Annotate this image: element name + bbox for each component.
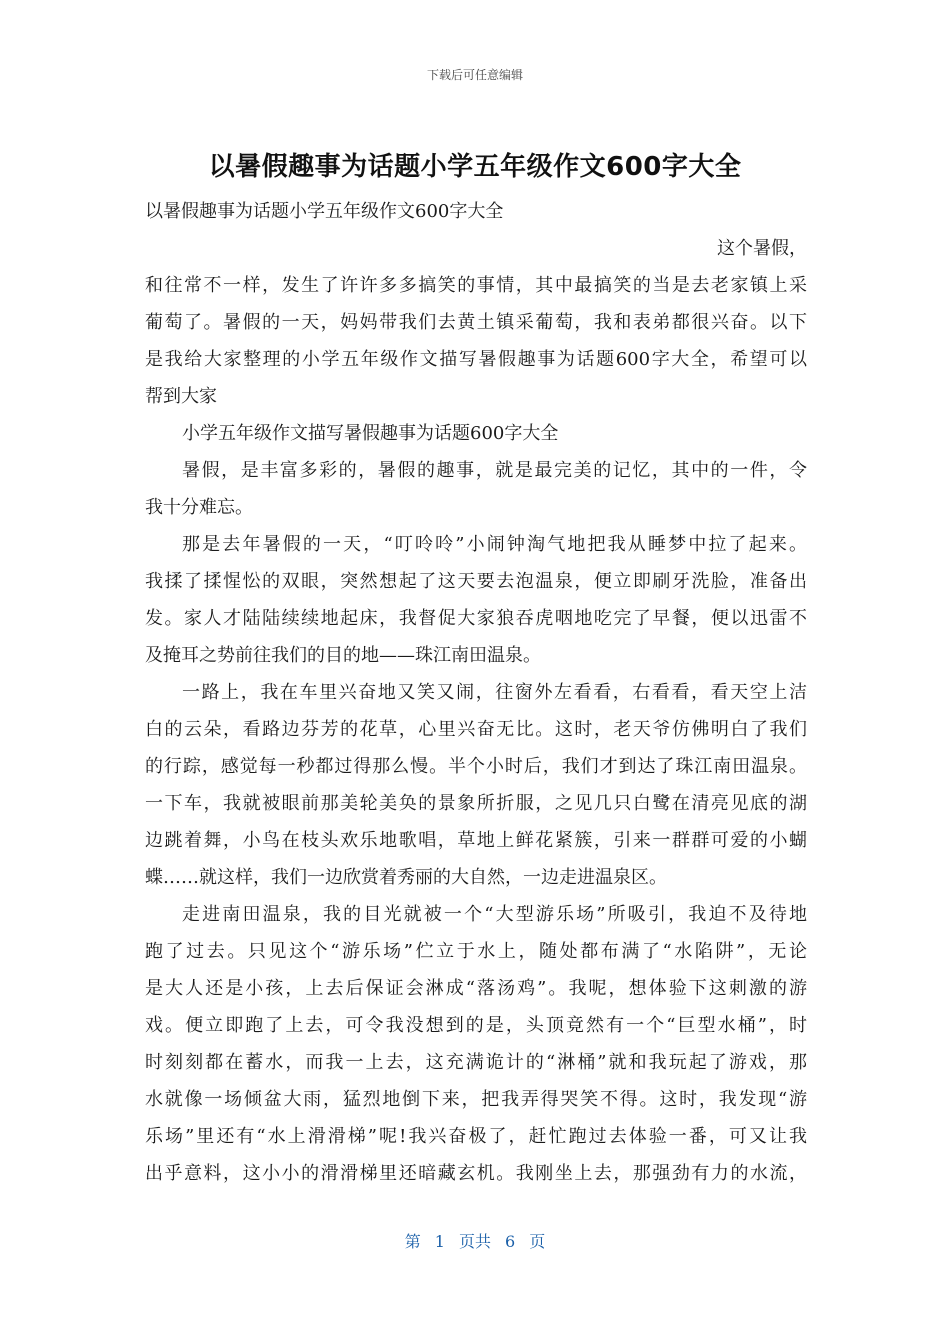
body-line: 蝶……就这样，我们一边欣赏着秀丽的大自然，一边走进温泉区。 [145,867,667,888]
body-line: 白的云朵，看路边芬芳的花草，心里兴奋无比。这时，老天爷仿佛明白了我们 [145,719,807,740]
header-note: 下载后可任意编辑 [426,68,523,82]
body-line: 水就像一场倾盆大雨，猛烈地倒下来，把我弄得哭笑不得。这时，我发现“游 [145,1089,807,1110]
body-line: 的行踪，感觉每一秒都过得那么慢。半个小时后，我们才到达了珠江南田温泉。 [145,756,807,777]
page-footer [0,1229,950,1252]
footer-page-number: 1 [434,1232,445,1251]
body-line: 和往常不一样，发生了许许多多搞笑的事情，其中最搞笑的当是去老家镇上采 [145,275,807,296]
document-body [145,193,807,1192]
body-line: 以暑假趣事为话题小学五年级作文600字大全 [145,201,504,222]
body-line: 帮到大家 [145,386,217,407]
footer-suffix: 页 [529,1232,546,1251]
body-line: 那是去年暑假的一天，“叮呤呤”小闹钟淘气地把我从睡梦中拉了起来。 [182,534,807,555]
body-line: 一下车，我就被眼前那美轮美奂的景象所折服，之见几只白鹭在清亮见底的湖 [145,793,807,814]
body-line: 我十分难忘。 [145,497,253,518]
body-line: 暑假，是丰富多彩的，暑假的趣事，就是最完美的记忆，其中的一件，令 [182,460,807,481]
body-line: 我揉了揉惺忪的双眼，突然想起了这天要去泡温泉，便立即刷牙洗脸，准备出 [145,571,807,592]
document-title: 以暑假趣事为话题小学五年级作文600字大全 [208,152,742,182]
body-line: 这个暑假， [717,238,807,259]
footer-total-pages: 6 [505,1232,516,1251]
footer-prefix: 第 [404,1232,421,1251]
body-line: 及掩耳之势前往我们的目的地——珠江南田温泉。 [145,645,541,666]
body-line: 出乎意料，这小小的滑滑梯里还暗藏玄机。我刚坐上去，那强劲有力的水流， [145,1163,807,1184]
body-line: 戏。便立即跑了上去，可令我没想到的是，头顶竟然有一个“巨型水桶”，时 [145,1015,807,1036]
body-line: 走进南田温泉，我的目光就被一个“大型游乐场”所吸引，我迫不及待地 [182,904,807,925]
footer-middle: 页共 [458,1232,491,1251]
body-line: 是我给大家整理的小学五年级作文描写暑假趣事为话题600字大全，希望可以 [145,349,807,370]
body-line: 一路上，我在车里兴奋地又笑又闹，往窗外左看看，右看看，看天空上洁 [182,682,807,703]
body-line: 边跳着舞，小鸟在枝头欢乐地歌唱，草地上鲜花紧簇，引来一群群可爱的小蝴 [145,830,807,851]
body-line: 葡萄了。暑假的一天，妈妈带我们去黄土镇采葡萄，我和表弟都很兴奋。以下 [145,312,807,333]
body-line: 跑了过去。只见这个“游乐场”伫立于水上，随处都布满了“水陷阱”，无论 [145,941,807,962]
body-line: 小学五年级作文描写暑假趣事为话题600字大全 [182,423,559,444]
body-line: 乐场”里还有“水上滑滑梯”呢!我兴奋极了，赶忙跑过去体验一番，可又让我 [145,1126,807,1147]
body-line: 发。家人才陆陆续续地起床，我督促大家狼吞虎咽地吃完了早餐，便以迅雷不 [145,608,807,629]
body-line: 时刻刻都在蓄水，而我一上去，这充满诡计的“淋桶”就和我玩起了游戏，那 [145,1052,807,1073]
body-line: 是大人还是小孩，上去后保证会淋成“落汤鸡”。我呢，想体验下这刺激的游 [145,978,807,999]
